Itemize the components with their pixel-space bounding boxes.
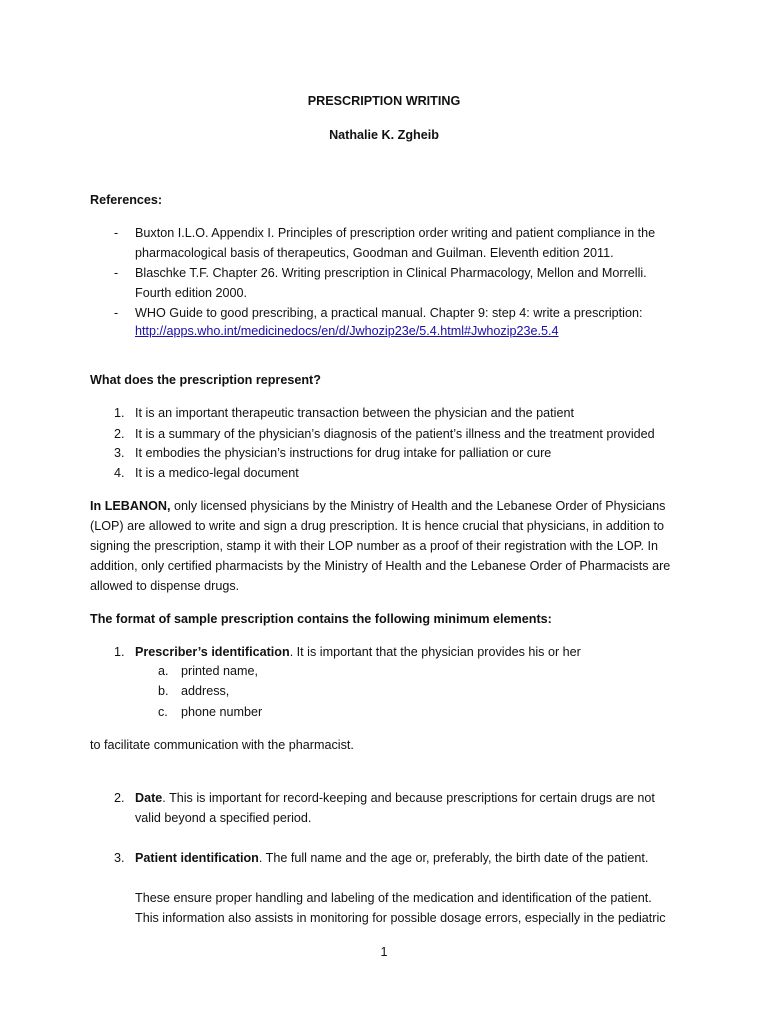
lebanon-text: only licensed physicians by the Ministry of Health and the Lebanese Order of Physicians xyxy=(173,499,666,513)
item-label: Prescriber’s identification xyxy=(135,645,290,659)
list-number: 4. xyxy=(114,466,125,480)
who-guide-link[interactable]: http://apps.who.int/medicinedocs/en/d/Jwhozip23e/5.4.html#Jwhozip23e.5.4 xyxy=(135,324,559,338)
item-text: . It is important that the physician provides his or her xyxy=(289,645,581,659)
reference-line: Fourth edition 2000. xyxy=(135,286,248,300)
list-number: 1. xyxy=(114,645,125,659)
lebanon-paragraph-line xyxy=(90,499,665,513)
list-number: 2. xyxy=(114,427,125,441)
list-number: 2. xyxy=(114,791,125,805)
item-text-line: valid beyond a specified period. xyxy=(135,811,312,825)
reference-line: pharmacological basis of therapeutics, Goodman and Guilman. Eleventh edition 2011. xyxy=(135,246,614,260)
lebanon-paragraph-line: allowed to dispense drugs. xyxy=(90,579,240,593)
reference-line: WHO Guide to good prescribing, a practical manual. Chapter 9: step 4: write a prescription: xyxy=(135,306,643,320)
lebanon-lead: In LEBANON, xyxy=(90,499,171,513)
item-label: Patient identification xyxy=(135,851,259,865)
item-paragraph-line: This information also assists in monitoring for possible dosage errors, especially in the pediatric xyxy=(135,911,666,925)
item-paragraph-line: These ensure proper handling and labeling of the medication and identification of the patient. xyxy=(135,891,652,905)
item-text: . This is important for record-keeping and because prescriptions for certain drugs are not xyxy=(162,791,655,805)
date-item xyxy=(135,791,655,805)
lebanon-paragraph-line: signing the prescription, stamp it with their LOP number as a proof of their registration with the LOP. In xyxy=(90,539,658,553)
sub-item: printed name, xyxy=(181,664,259,678)
sub-item: address, xyxy=(181,684,230,698)
reference-bullet: - xyxy=(114,226,119,240)
page-number: 1 xyxy=(380,945,388,959)
references-heading: References: xyxy=(90,193,163,207)
item-label: Date xyxy=(135,791,163,805)
lebanon-paragraph-line: (LOP) are allowed to write and sign a drug prescription. It is hence crucial that physicians, in addition to xyxy=(90,519,665,533)
lebanon-paragraph-line: addition, only certified pharmacists by the Ministry of Health and the Lebanese Order of Pharmacists are xyxy=(90,559,671,573)
reference-line: Blaschke T.F. Chapter 26. Writing prescription in Clinical Pharmacology, Mellon and Morrelli. xyxy=(135,266,647,280)
list-item: It is a summary of the physician’s diagnosis of the patient’s illness and the treatment provided xyxy=(135,427,655,441)
sub-item: phone number xyxy=(181,705,263,719)
sub-letter: a. xyxy=(158,664,169,678)
list-number: 3. xyxy=(114,446,125,460)
list-item: It embodies the physician’s instructions for drug intake for palliation or cure xyxy=(135,446,552,460)
reference-bullet: - xyxy=(114,306,119,320)
sub-letter: b. xyxy=(158,684,169,698)
list-number: 3. xyxy=(114,851,125,865)
list-item: It is an important therapeutic transaction between the physician and the patient xyxy=(135,406,574,420)
reference-bullet: - xyxy=(114,266,119,280)
list-item: It is a medico-legal document xyxy=(135,466,299,480)
represent-heading: What does the prescription represent? xyxy=(90,373,321,387)
reference-line: Buxton I.L.O. Appendix I. Principles of prescription order writing and patient compliance in the xyxy=(135,226,656,240)
sub-letter: c. xyxy=(158,705,168,719)
document-title: PRESCRIPTION WRITING xyxy=(307,94,461,108)
list-number: 1. xyxy=(114,406,125,420)
format-heading: The format of sample prescription contains the following minimum elements: xyxy=(90,612,552,626)
patient-identification-item xyxy=(135,851,648,865)
item-followup-text: to facilitate communication with the pharmacist. xyxy=(90,738,354,752)
prescriber-identification-item xyxy=(135,645,581,659)
item-text: . The full name and the age or, preferably, the birth date of the patient. xyxy=(258,851,649,865)
document-author: Nathalie K. Zgheib xyxy=(329,128,439,142)
